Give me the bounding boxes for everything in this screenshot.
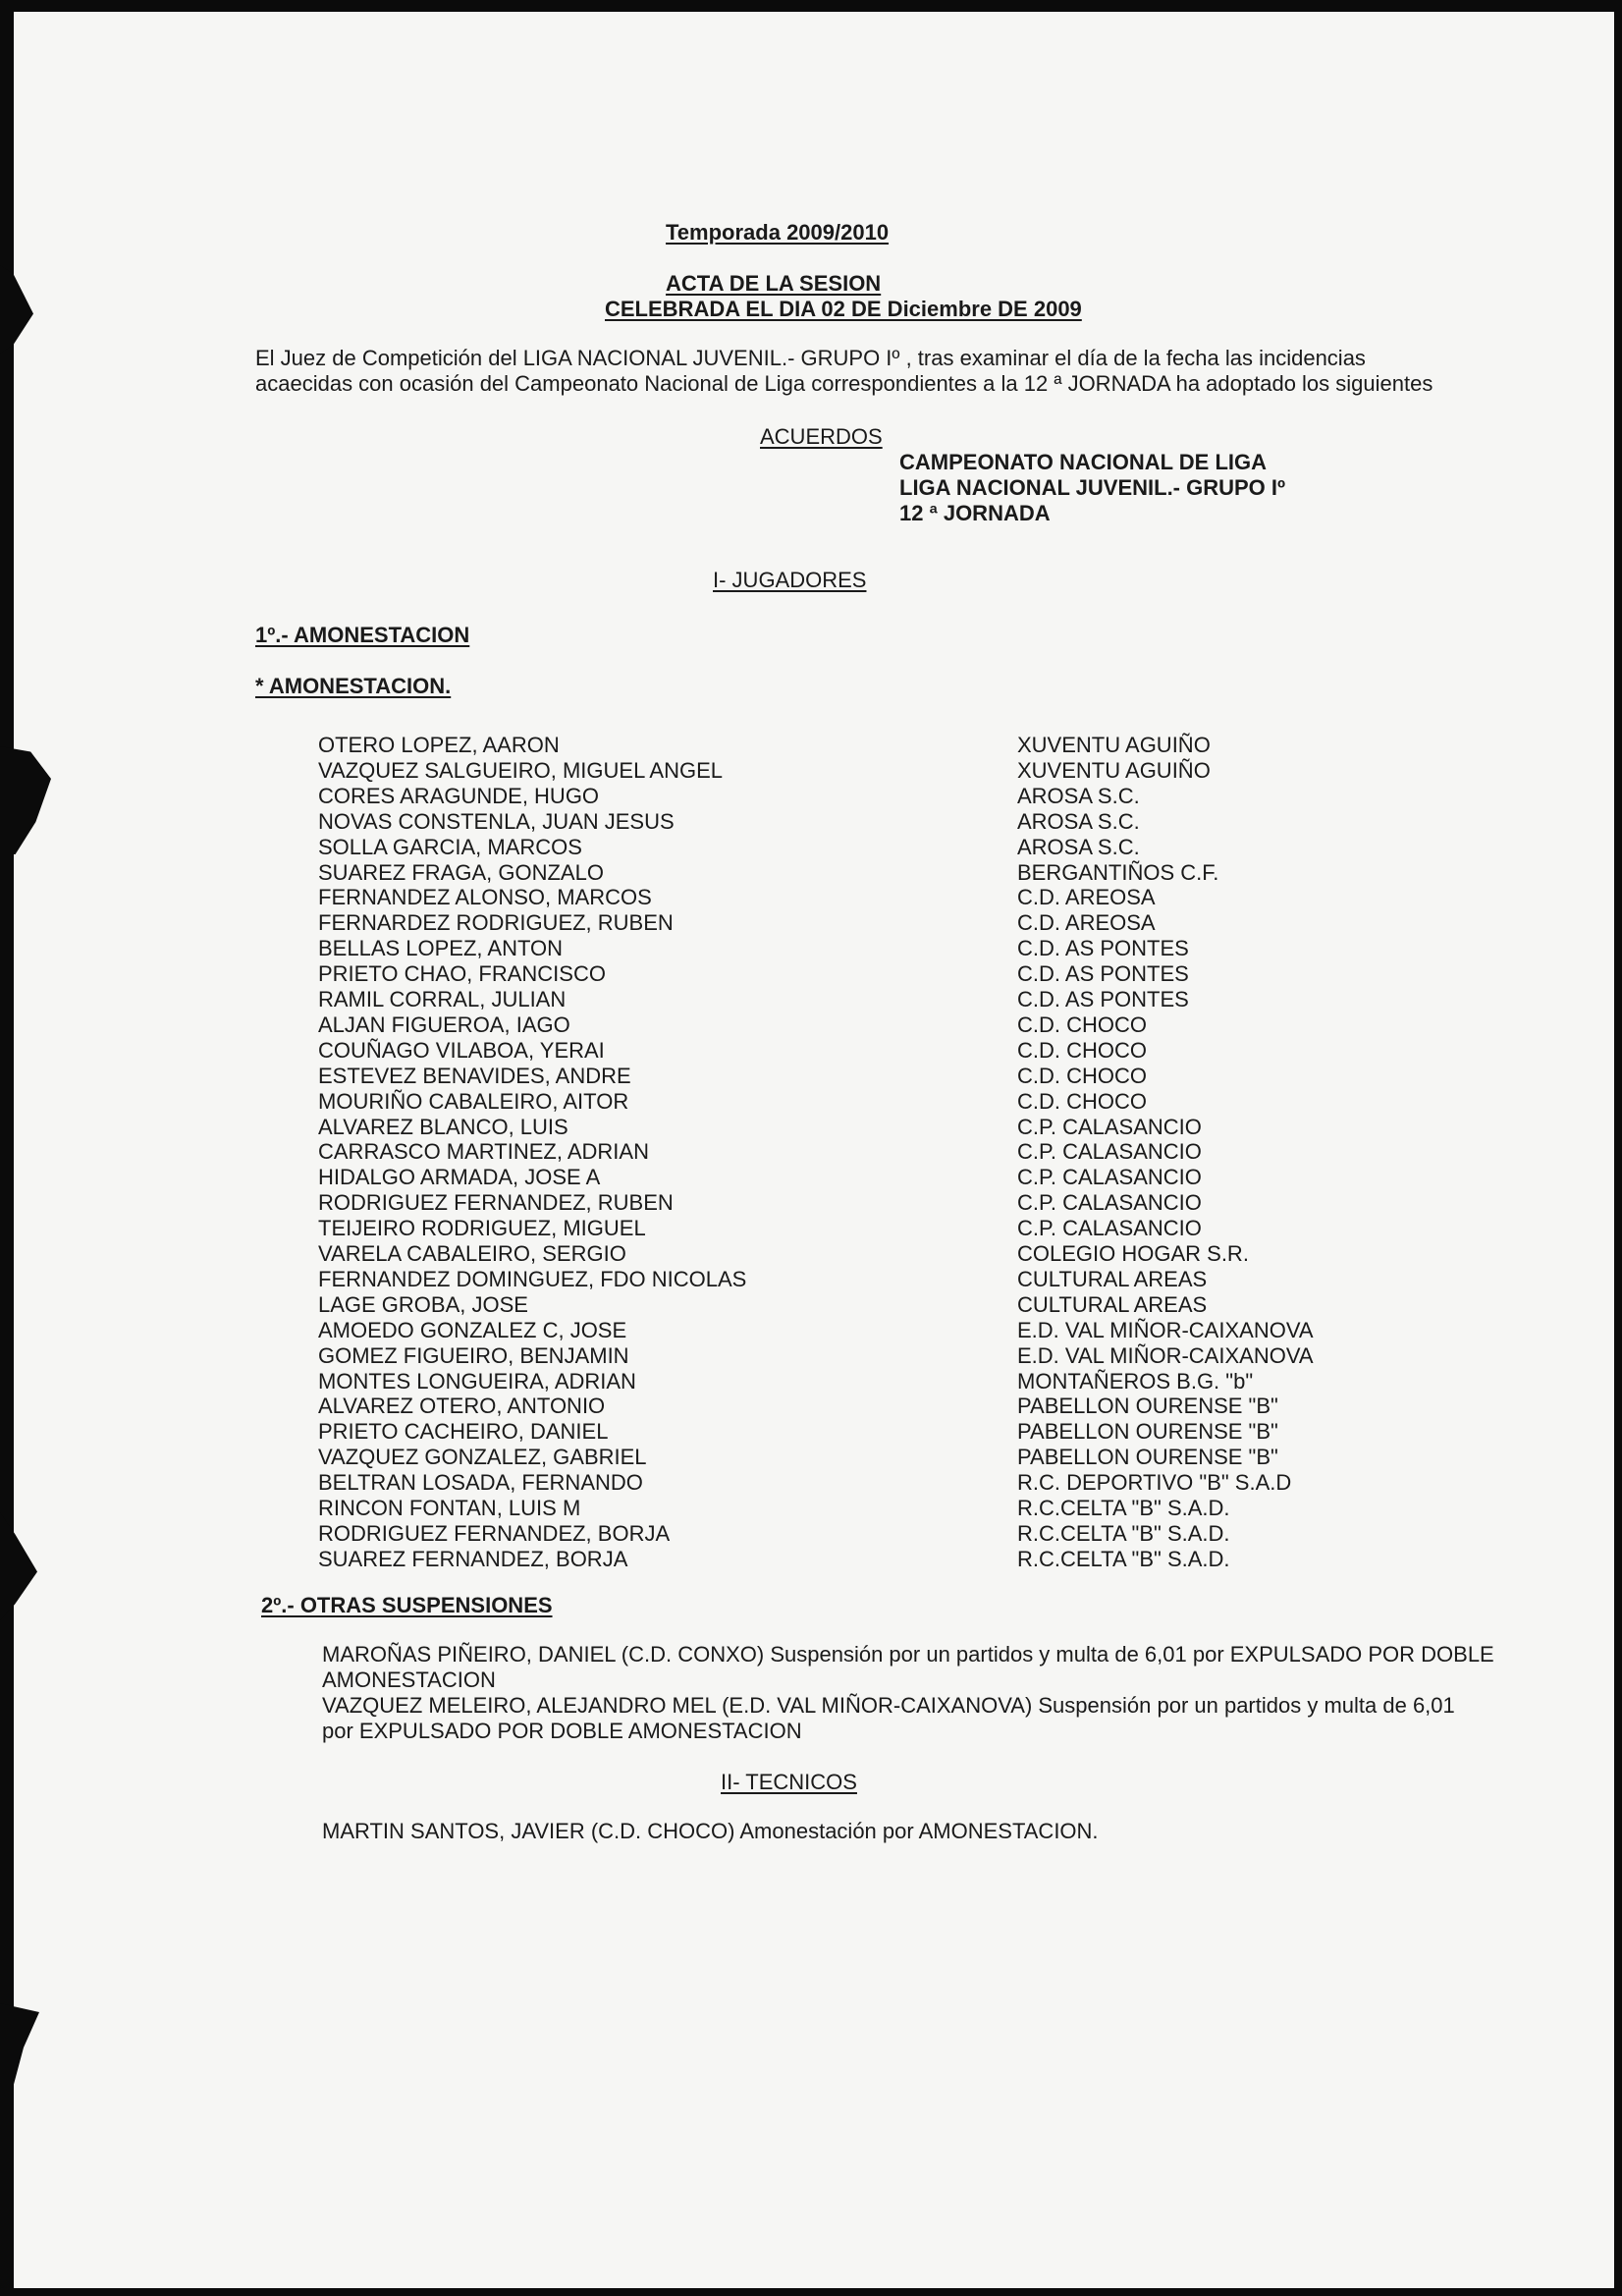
suspension-1 [322,1642,1540,1693]
player-name: HIDALGO ARMADA, JOSE A [318,1165,601,1189]
table-row [14,1139,1614,1165]
player-club: PABELLON OURENSE "B" [1017,1419,1278,1444]
player-club: PABELLON OURENSE "B" [1017,1394,1278,1418]
acuerdos-line-2: LIGA NACIONAL JUVENIL.- GRUPO Iº [899,475,1286,500]
player-name: RODRIGUEZ FERNANDEZ, RUBEN [318,1190,674,1215]
suspension-1-line-2: AMONESTACION [322,1667,496,1692]
player-name: ALVAREZ BLANCO, LUIS [318,1115,568,1139]
player-name: CORES ARAGUNDE, HUGO [318,784,600,808]
player-club: COLEGIO HOGAR S.R. [1017,1241,1249,1266]
table-row [14,733,1614,758]
player-club: C.P. CALASANCIO [1017,1165,1202,1189]
table-row [14,1496,1614,1521]
player-club: CULTURAL AREAS [1017,1267,1208,1291]
player-name: VAZQUEZ SALGUEIRO, MIGUEL ANGEL [318,758,723,783]
player-name: AMOEDO GONZALEZ C, JOSE [318,1318,627,1342]
player-name: FERNANDEZ ALONSO, MARCOS [318,885,652,909]
player-club: C.D. CHOCO [1017,1064,1147,1088]
player-club: C.P. CALASANCIO [1017,1216,1202,1240]
player-name: BELTRAN LOSADA, FERNANDO [318,1470,643,1495]
player-name: SOLLA GARCIA, MARCOS [318,835,582,859]
table-row [14,1470,1614,1496]
player-club: AROSA S.C. [1017,784,1140,808]
table-row [14,1216,1614,1241]
player-club: XUVENTU AGUIÑO [1017,758,1211,783]
table-row [14,1343,1614,1369]
suspension-2 [322,1693,1540,1744]
player-name: TEIJEIRO RODRIGUEZ, MIGUEL [318,1216,646,1240]
player-name: BELLAS LOPEZ, ANTON [318,936,564,960]
player-name: ALJAN FIGUEROA, IAGO [318,1012,570,1037]
player-club: C.D. CHOCO [1017,1038,1147,1063]
player-name: ESTEVEZ BENAVIDES, ANDRE [318,1064,631,1088]
player-club: C.D. CHOCO [1017,1012,1147,1037]
player-name: SUAREZ FRAGA, GONZALO [318,860,604,885]
table-row [14,1190,1614,1216]
suspension-1-line-1: MAROÑAS PIÑEIRO, DANIEL (C.D. CONXO) Suspensión por un partidos y multa de 6,01 por EXPULSADO POR DOBLE [322,1642,1494,1667]
table-row [14,961,1614,987]
player-club: C.P. CALASANCIO [1017,1190,1202,1215]
acuerdos-line-3: 12 ª JORNADA [899,501,1051,525]
player-name: LAGE GROBA, JOSE [318,1292,528,1317]
player-name: NOVAS CONSTENLA, JUAN JESUS [318,809,675,834]
player-name: ALVAREZ OTERO, ANTONIO [318,1394,606,1418]
table-row [14,1064,1614,1089]
player-club: C.D. AREOSA [1017,910,1156,935]
table-row [14,860,1614,886]
table-row [14,1115,1614,1140]
player-name: MOURIÑO CABALEIRO, AITOR [318,1089,629,1114]
table-row [14,1394,1614,1419]
player-name: CARRASCO MARTINEZ, ADRIAN [318,1139,649,1164]
player-club: E.D. VAL MIÑOR-CAIXANOVA [1017,1318,1314,1342]
table-row [14,1012,1614,1038]
player-club: C.P. CALASANCIO [1017,1139,1202,1164]
table-row [14,1165,1614,1190]
table-row [14,1267,1614,1292]
table-row [14,936,1614,961]
table-row [14,910,1614,936]
player-club: C.D. AS PONTES [1017,987,1189,1011]
player-name: MONTES LONGUEIRA, ADRIAN [318,1369,636,1394]
player-name: COUÑAGO VILABOA, YERAI [318,1038,605,1063]
player-club: C.D. AS PONTES [1017,936,1189,960]
player-club: E.D. VAL MIÑOR-CAIXANOVA [1017,1343,1314,1368]
player-club: AROSA S.C. [1017,809,1140,834]
table-row [14,885,1614,910]
amonestacion-heading: * AMONESTACION. [255,674,452,698]
table-row [14,1089,1614,1115]
player-club: BERGANTIÑOS C.F. [1017,860,1219,885]
player-name: FERNANDEZ DOMINGUEZ, FDO NICOLAS [318,1267,747,1291]
subsection-2-title: 2º.- OTRAS SUSPENSIONES [261,1593,553,1617]
table-row [14,835,1614,860]
document-page [14,12,1614,2288]
suspension-2-line-1: VAZQUEZ MELEIRO, ALEJANDRO MEL (E.D. VAL MIÑOR-CAIXANOVA) Suspensión por un partidos y multa de 6,01 [322,1693,1455,1718]
player-club: C.D. CHOCO [1017,1089,1147,1114]
section-players-title: I- JUGADORES [713,568,867,592]
player-club: CULTURAL AREAS [1017,1292,1208,1317]
table-row [14,1241,1614,1267]
table-row [14,809,1614,835]
table-row [14,1369,1614,1394]
intro-line-2: acaecidas con ocasión del Campeonato Nacional de Liga correspondientes a la 12 ª JORNADA ha adoptado los siguientes [255,371,1433,396]
player-name: PRIETO CHAO, FRANCISCO [318,961,606,986]
acuerdos-line-1: CAMPEONATO NACIONAL DE LIGA [899,450,1268,474]
player-name: FERNARDEZ RODRIGUEZ, RUBEN [318,910,674,935]
title-line-1: ACTA DE LA SESION [666,271,882,296]
acuerdos-label: ACUERDOS [760,424,883,449]
table-row [14,758,1614,784]
player-club: C.D. AREOSA [1017,885,1156,909]
player-name: PRIETO CACHEIRO, DANIEL [318,1419,609,1444]
player-club: R.C.CELTA "B" S.A.D. [1017,1521,1230,1546]
player-club: R.C.CELTA "B" S.A.D. [1017,1547,1230,1571]
player-name: VAZQUEZ GONZALEZ, GABRIEL [318,1445,647,1469]
player-name: RAMIL CORRAL, JULIAN [318,987,567,1011]
season-heading: Temporada 2009/2010 [666,220,890,245]
section-tecnicos-title: II- TECNICOS [721,1770,857,1794]
player-club: R.C. DEPORTIVO "B" S.A.D [1017,1470,1292,1495]
player-club: XUVENTU AGUIÑO [1017,733,1211,757]
player-name: VARELA CABALEIRO, SERGIO [318,1241,626,1266]
player-club: C.P. CALASANCIO [1017,1115,1202,1139]
table-row [14,1318,1614,1343]
player-club: C.D. AS PONTES [1017,961,1189,986]
player-name: OTERO LOPEZ, AARON [318,733,560,757]
player-name: GOMEZ FIGUEIRO, BENJAMIN [318,1343,629,1368]
table-row [14,1547,1614,1572]
intro-line-1: El Juez de Competición del LIGA NACIONAL JUVENIL.- GRUPO Iº , tras examinar el día de la fecha las incidencias [255,346,1366,370]
title-line-2: CELEBRADA EL DIA 02 DE Diciembre DE 2009 [605,297,1082,321]
player-name: RINCON FONTAN, LUIS M [318,1496,581,1520]
subsection-1-title: 1º.- AMONESTACION [255,623,470,647]
table-row [14,987,1614,1012]
player-name: SUAREZ FERNANDEZ, BORJA [318,1547,628,1571]
tecnicos-line: MARTIN SANTOS, JAVIER (C.D. CHOCO) Amonestación por AMONESTACION. [322,1819,1099,1843]
table-row [14,1038,1614,1064]
table-row [14,1521,1614,1547]
player-club: MONTAÑEROS B.G. "b" [1017,1369,1254,1394]
table-row [14,784,1614,809]
player-club: AROSA S.C. [1017,835,1140,859]
player-name: RODRIGUEZ FERNANDEZ, BORJA [318,1521,671,1546]
player-club: PABELLON OURENSE "B" [1017,1445,1278,1469]
table-row [14,1419,1614,1445]
player-club: R.C.CELTA "B" S.A.D. [1017,1496,1230,1520]
table-row [14,1292,1614,1318]
table-row [14,1445,1614,1470]
suspension-2-line-2: por EXPULSADO POR DOBLE AMONESTACION [322,1719,802,1743]
